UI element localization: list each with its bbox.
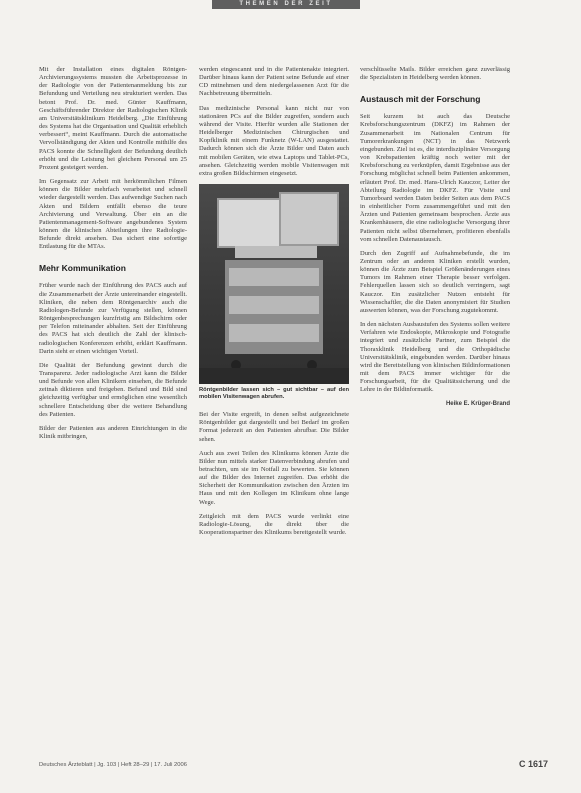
paragraph: Durch den Zugriff auf Aufnahmebefunde, die im Zentrum oder an anderen Kliniken erstellt wurden, können die Ärzte zum Beispiel Größenänderungen eines Tumors im Rahmen einer Therapie besser verfolgen. Fehlerquellen lassen sich so deutlich verringern, sagt Kauczor. Ein zusätzlicher Nutzen entsteht für Wissenschaftler, die die Daten anonymisiert für Studien auswerten können, was der Forschung zugutekommt.: [360, 249, 510, 314]
cart-shelf: [229, 268, 319, 286]
section-header-label: THEMEN DER ZEIT: [239, 1, 333, 7]
cart-shelf: [229, 324, 319, 342]
monitor-stand: [235, 246, 317, 258]
paragraph: Seit kurzem ist auch das Deutsche Krebsforschungszentrum (DKFZ) im Rahmen der Zusammenarbeit im Nationalen Centrum für Tumorerkrankungen (NCT) in das Netzwerk eingebunden. Ziel ist es, die interdisziplinäre Versorgung von Krebspatienten kräftig noch weiter mit der Krebsforschung zu verknüpfen, damit Ergebnisse aus der Forschung möglichst schnell beim Patienten ankommen, erläutert Prof. Dr. med. Hans-Ulrich Kauczor, Leiter der Abteilung Radiologie im DKFZ. Für Visite und Tumorboard werden Daten beider Seiten aus dem PACS in einheitlicher Form zusammengeführt und mit den Ärzten und Patienten gemeinsam besprochen. Ärzte aus Krankenhäusern, die eine radiologische Versorgung ihrer Patienten nicht selbst übernehmen, profitieren ebenfalls vom schnellen Datenaustausch.: [360, 113, 510, 243]
paragraph: Bilder der Patienten aus anderen Einrichtungen in die Klinik mitbringen,: [39, 424, 187, 441]
page-number: C 1617: [519, 759, 549, 769]
section-header-bar: [212, 0, 360, 9]
paragraph: Früher wurde nach der Einführung des PACS auch auf die Zusammenarbeit der Ärzte untereinander eingestellt. Kliniken, die neben dem Röntgenarchiv auch die Radiologen-Befunde zur Verfügung stellen, können Röntgenbesprechungen kurzfristig am Bildschirm oder per Telefon miteinander abhalten. Seit der Einführung des PACS hat sich deutlich die Zahl der klinisch-radiologischen Konferenzen erhöht, erklärt Kauffmann. Darin sieht er einen wichtigen Vorteil.: [39, 282, 187, 355]
photo-caption: Röntgenbilder lassen sich – gut sichtbar – auf den mobilen Visitenwagen abrufen.: [199, 387, 349, 401]
paragraph: verschlüsselte Mails. Bilder erreichen ganz zuverlässig die Spezialisten in Heidelberg werden können.: [360, 66, 510, 82]
subheading-austausch-forschung: Austausch mit der Forschung: [360, 94, 481, 105]
page-footer: Deutsches Ärzteblatt | Jg. 103 | Heft 28–29 | 17. Juli 2006: [39, 762, 187, 768]
paragraph: Auch aus zwei Teilen des Klinikums können Ärzte die Bilder nun mittels starker Datenverbindung abrufen und betrachten, um sie im Notfall zu bewerten. Sie können auf die Bilder des Internet zugreifen. Das erhöht die Sicherheit der Kommunikation zwischen den Ärzten im Haus und mit den Kollegen im Klinikum ohne lange Wege.: [199, 449, 349, 506]
column-middle: [199, 66, 349, 543]
subheading-mehr-kommunikation: Mehr Kommunikation: [39, 263, 126, 274]
paragraph: Mit der Installation eines digitalen Röntgen-Archivierungssystems mussten die Arbeitsprozesse in der Radiologie von der Patientenanmeldung bis zur Befundung und Verteilung neu strukturiert werden. Das betont Prof. Dr. med. Günter Kauffmann, Geschäftsführender Direktor der Radiologischen Klinik am Universitätsklinikum Heidelberg. „Die Einführung des Systems hat die Organisation und Qualität erheblich verbessert“, meint Kauffmann. Durch die automatische Vervollständigung der Akten und Kontrolle mithilfe des PACS konnte die Schnelligkeit der Befundung deutlich erhöht und die Leistung bei gleichem Personal um 25 Prozent gesteigert werden.: [39, 66, 187, 171]
photo-floor: [199, 368, 349, 384]
paragraph: Zeitgleich mit dem PACS wurde verlinkt eine Radiologie-Lösung, die direkt über die Kooperationspartner des Klinikums bereitgestellt wurde.: [199, 512, 349, 537]
paragraph: Die Qualität der Befundung gewinnt durch die Transparenz. Jeder radiologische Arzt kann die Bilder und Befunde von allen Klinikern einsehen, die Befunde zeitnah diktieren und freigeben. Befund und Bild sind gleichzeitig verfügbar und ermöglichen eine wesentlich schnellere Entscheidung über die weitere Behandlung des Patienten.: [39, 361, 187, 418]
column-left: [39, 66, 187, 447]
photo-mobile-visit-cart: [199, 184, 349, 384]
paragraph: Bei der Visite ergreift, in denen selbst aufgezeichnete Röntgenbilder gut dargestellt und bei Bedarf im großen Format jederzeit an den Patienten abrufbar. Die Bilder sehen.: [199, 411, 349, 443]
monitor-left: [217, 198, 287, 248]
paragraph: Im Gegensatz zur Arbeit mit herkömmlichen Filmen können die Bilder mehrfach verarbeitet und schnell wieder dargestellt werden. Das aufwendige Suchen nach Akten und Bildern entfällt ebenso die teure Archivierung und Verwaltung. Über ein an die Patientenmanagement-Software angebundenes System können die klinischen Abteilungen ihre Radiologie-Befunde direkt ansehen. Das sichert eine sofortige Entlastung für die MTAs.: [39, 178, 187, 251]
cart-shelf: [229, 296, 319, 314]
paragraph: werden eingescannt und in die Patientenakte integriert. Darüber hinaus kann der Patient seine Befunde auf einer CD mitnehmen und dem niedergelassenen Arzt für die Nachbetreuung übermitteln.: [199, 66, 349, 98]
column-right: [360, 66, 510, 409]
monitor-right: [279, 192, 339, 246]
author-signature: Heike E. Krüger-Brand: [445, 401, 510, 408]
paragraph: In den nächsten Ausbaustufen des Systems sollen weitere Verfahren wie Endoskopie, Mikroskopie und Fotografie integriert und zusätzliche Partner, zum Beispiel die Thoraxklinik Heidelberg und die Orthopädische Universitätsklinik, eingebunden werden. Darüber hinaus wird die Bereitstellung von klinischen Bildinformationen mit dem PACS immer wichtiger für die Forschungsarbeit, für die Qualitätssicherung und die Lehre in der Bildinformatik.: [360, 321, 510, 394]
paragraph: Das medizinische Personal kann nicht nur von stationären PCs auf die Bilder zugreifen, sondern auch während der Visite. Hierfür wurden alle Stationen der Heidelberger Medizinischen Chirurgischen und Kopfklinik mit einem Funknetz (W-LAN) ausgestattet. Dadurch können sich die Ärzte Bilder und Daten auch mit mobilen Geräten, wie etwa Laptops und Tablet-PCs, ansehen. Gleichzeitig werden mobile Visitenwagen mit extra großen Bildschirmen eingesetzt.: [199, 104, 349, 177]
